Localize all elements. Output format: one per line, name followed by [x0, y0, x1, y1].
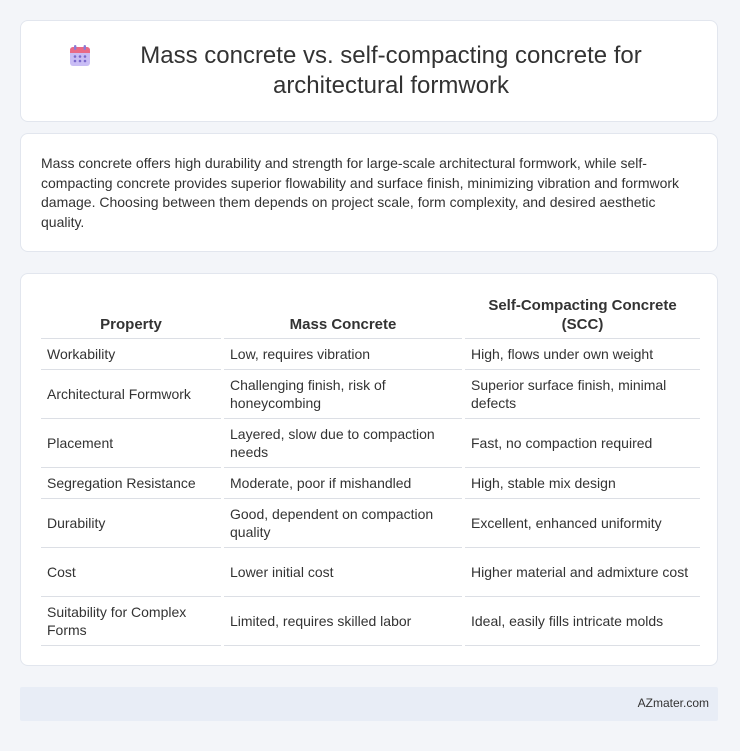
table-row [41, 597, 700, 646]
title-card [20, 20, 718, 122]
header-mass-concrete: Mass Concrete [224, 296, 462, 339]
title-wrap [49, 41, 689, 101]
header-scc: Self-Compacting Concrete (SCC) [465, 296, 700, 339]
row-property: Cost [41, 548, 221, 597]
row-scc-value: Ideal, easily fills intricate molds [465, 597, 700, 646]
comparison-table [38, 296, 703, 646]
row-property: Durability [41, 499, 221, 548]
row-scc-value: Superior surface finish, minimal defects [465, 370, 700, 419]
footer-bar [20, 687, 718, 721]
table-row [41, 468, 700, 499]
row-property: Workability [41, 339, 221, 370]
summary-card [20, 133, 718, 252]
row-property: Placement [41, 419, 221, 468]
row-mass-value: Limited, requires skilled labor [224, 597, 462, 646]
row-scc-value: High, flows under own weight [465, 339, 700, 370]
table-row [41, 499, 700, 548]
row-mass-value: Challenging finish, risk of honeycombing [224, 370, 462, 419]
footer-site-link[interactable]: AZmater.com [637, 696, 709, 710]
row-scc-value: Fast, no compaction required [465, 419, 700, 468]
row-mass-value: Moderate, poor if mishandled [224, 468, 462, 499]
row-mass-value: Low, requires vibration [224, 339, 462, 370]
header-property: Property [41, 296, 221, 339]
summary-text: Mass concrete offers high durability and strength for large-scale architectural formwork, while self-compacting concrete provides superior flowability and surface finish, minimizing vibration and formwork damage. Choosing between them depends on project scale, form complexity, and desired aesthetic quality. [41, 155, 680, 230]
row-scc-value: Excellent, enhanced uniformity [465, 499, 700, 548]
table-row [41, 339, 700, 370]
page-title: Mass concrete vs. self-compacting concrete for architectural formwork [140, 42, 642, 99]
row-property: Suitability for Complex Forms [41, 597, 221, 646]
calendar-icon [67, 43, 93, 69]
row-mass-value: Lower initial cost [224, 548, 462, 597]
table-header-row [41, 296, 700, 339]
row-property: Architectural Formwork [41, 370, 221, 419]
table-row [41, 548, 700, 597]
comparison-card [20, 273, 718, 666]
table-row [41, 370, 700, 419]
row-property: Segregation Resistance [41, 468, 221, 499]
row-mass-value: Layered, slow due to compaction needs [224, 419, 462, 468]
row-scc-value: High, stable mix design [465, 468, 700, 499]
table-row [41, 419, 700, 468]
row-mass-value: Good, dependent on compaction quality [224, 499, 462, 548]
row-scc-value: Higher material and admixture cost [465, 548, 700, 597]
